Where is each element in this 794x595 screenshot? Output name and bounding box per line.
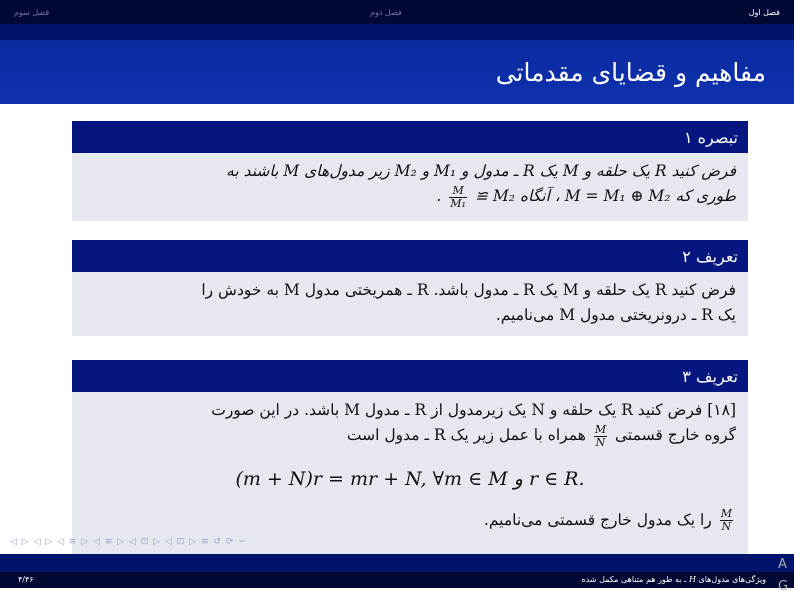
- definition-3-line-2: [84, 423, 736, 449]
- footer-title-pre: ویژگی‌های مدول‌های: [698, 575, 766, 584]
- definition-2-title: تعریف ۲: [72, 240, 748, 272]
- remark-line-2-text: طوری که M = M₁ ⊕ M₂ ، آنگاه M₂ ≅: [474, 187, 736, 205]
- definition-3-body: [72, 392, 748, 560]
- remark-title: تبصره ۱: [72, 121, 748, 153]
- definition-2-body: [72, 272, 748, 336]
- footer-title: [581, 575, 766, 584]
- definition-3-line-3: [84, 508, 736, 534]
- fraction-numerator: M: [594, 422, 607, 436]
- nav-section-one[interactable]: فصل اول: [748, 7, 780, 17]
- header-band: [0, 24, 794, 40]
- fraction-denominator: N: [595, 435, 606, 449]
- beamer-navigation-symbols[interactable]: ◁ ▷ ◁ ▷ ◁ ≡ ▷ ◁ ≡ ▷ ◁ ⊡ ▷ ◁ ⊡ ▷ ≡ ↺ ⟳ ∽: [10, 537, 247, 547]
- remark-line-1: فرض کنید R یک حلقه و M یک R ـ مدول و M₁ و M₂ زیر مدول‌های M باشند به: [226, 162, 736, 180]
- remark-line-2: [84, 184, 736, 210]
- footer-band: [0, 554, 794, 572]
- footer-title-var: H: [688, 575, 696, 584]
- remark-line-2-end: .: [436, 187, 442, 205]
- fraction-denominator: M₁: [450, 196, 466, 210]
- definition-3-line-2-pre: گروه خارج قسمتی: [615, 426, 736, 444]
- definition-2-line-1: فرض کنید R یک حلقه و M یک R ـ مدول باشد. R ـ همریختی مدول M به خودش را: [201, 281, 736, 299]
- fraction-m-over-n: [594, 424, 607, 449]
- definition-2-line-2: یک R ـ درونریختی مدول M می‌نامیم.: [495, 306, 736, 324]
- nav-section-three[interactable]: فصل سوم: [14, 7, 50, 17]
- definition-3-block: [72, 360, 748, 560]
- activation-watermark: A G: [778, 557, 789, 594]
- fraction-m-over-m1: [449, 185, 467, 210]
- fraction-numerator: M: [449, 185, 467, 198]
- definition-2-block: [72, 240, 748, 336]
- fraction-numerator: M: [720, 507, 732, 520]
- fraction-m-over-n-2: [720, 508, 733, 533]
- fraction-denominator: N: [721, 520, 732, 533]
- footer-title-post: ـ به طور هم متناهی مکمل شده: [581, 575, 687, 584]
- nav-section-two[interactable]: فصل دوم: [370, 7, 402, 17]
- remark-body: [72, 153, 748, 221]
- definition-3-line-3-text: را یک مدول خارج قسمتی می‌نامیم.: [483, 510, 712, 529]
- page-number: ۴/۴۶: [18, 575, 34, 584]
- definition-3-line-1: [۱۸] فرض کنید R یک حلقه و N یک زیرمدول از R ـ مدول M باشد. در این صورت: [211, 401, 736, 419]
- frame-title: مفاهیم و قضایای مقدماتی: [495, 58, 766, 87]
- definition-3-line-2-post: همراه با عمل زیر یک R ـ مدول است: [346, 426, 586, 444]
- frame-title-bar: [0, 40, 794, 104]
- footer-bar: [0, 572, 794, 588]
- top-navigation-bar: [0, 0, 794, 24]
- definition-3-title: تعریف ۳: [72, 360, 748, 392]
- module-action-formula: (m + N)r = mr + N, ∀m ∈ M و r ∈ R.: [235, 467, 585, 490]
- remark-block: [72, 121, 748, 221]
